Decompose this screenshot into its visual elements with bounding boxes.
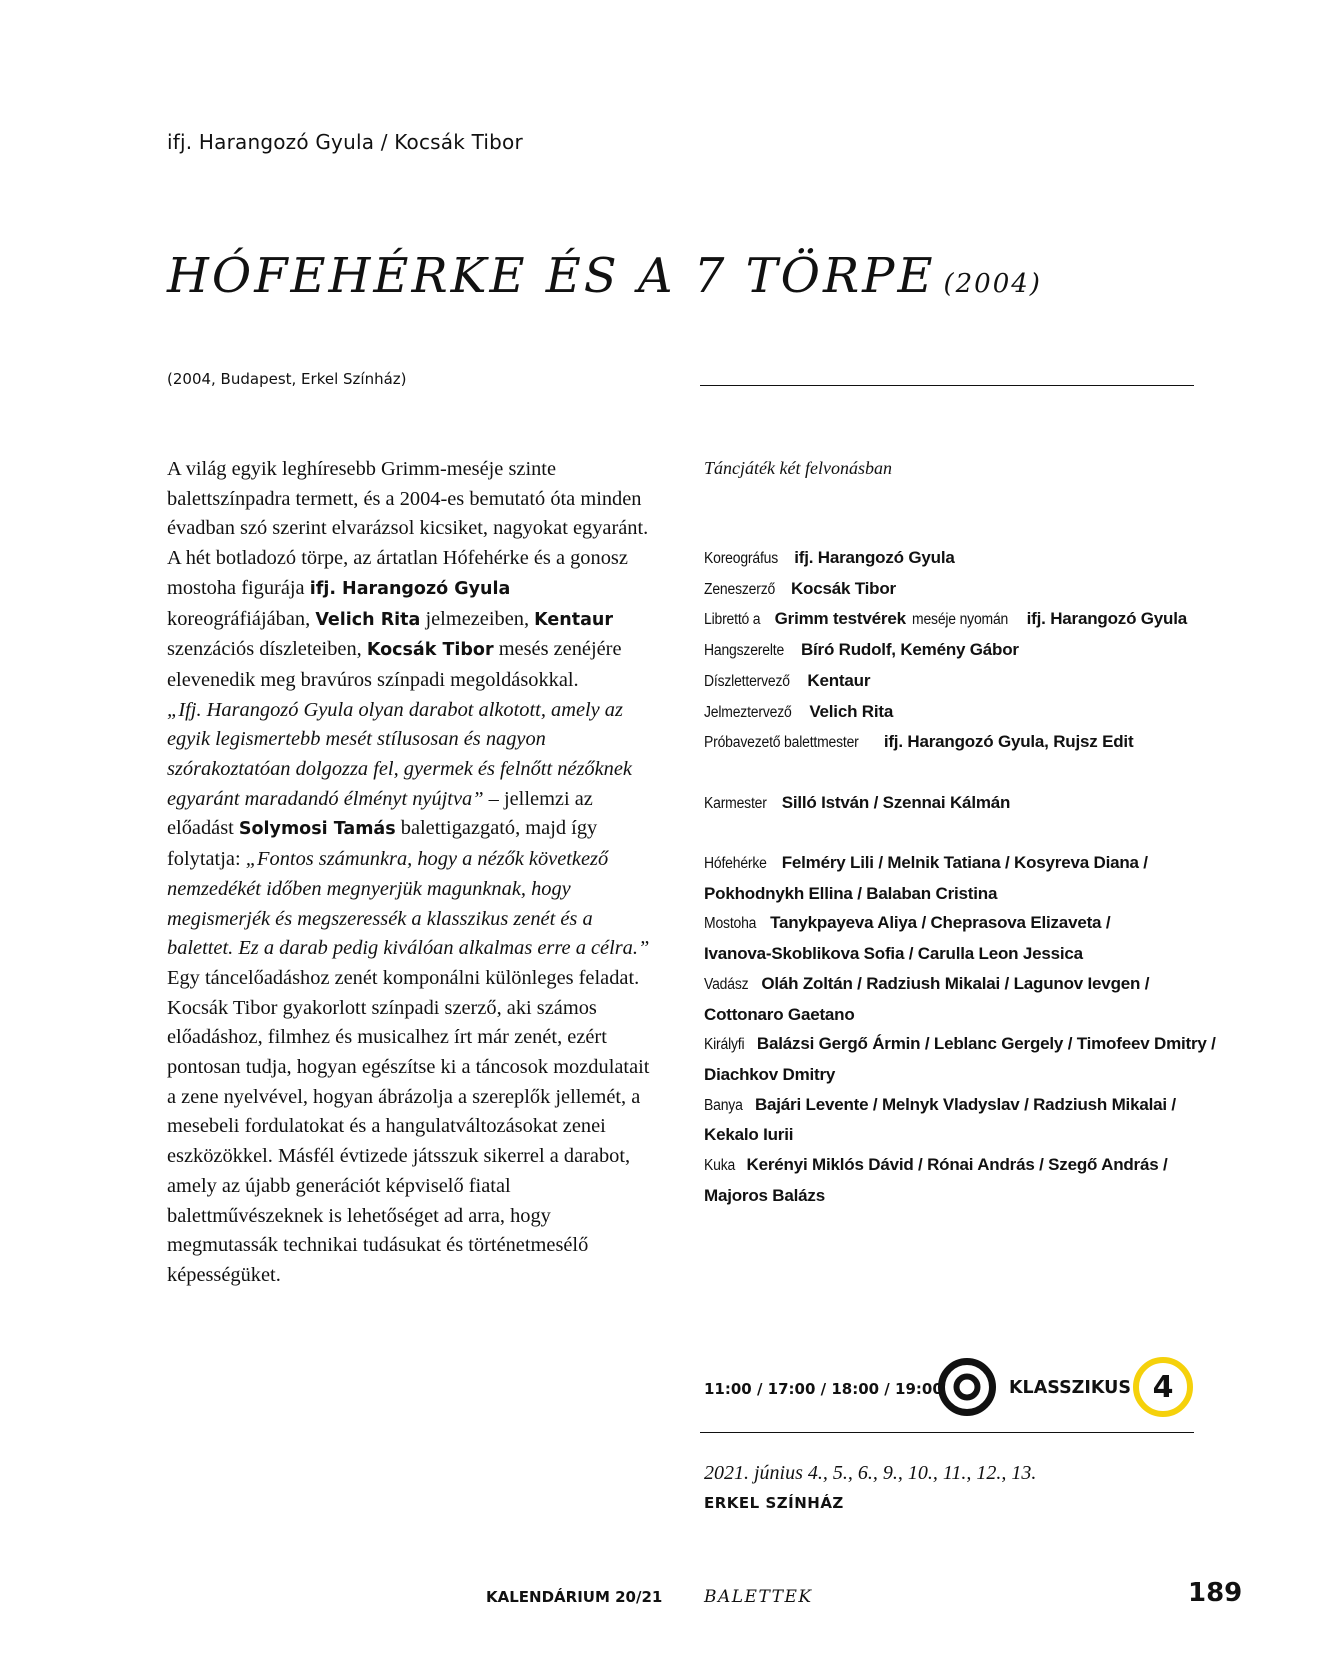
cast-row — [704, 848, 1224, 879]
name-composer: Kocsák Tibor — [366, 640, 494, 661]
cast-row-cont — [704, 1120, 1224, 1150]
cast-role: Királyfi — [704, 1036, 745, 1054]
cast-row-cont — [704, 1000, 1224, 1030]
cast-row-cont — [704, 939, 1224, 969]
credit-role: Díszlettervező — [704, 672, 790, 690]
cast-names: Majoros Balázs — [704, 1185, 825, 1205]
credit-row — [704, 666, 1224, 697]
cast-names: Pokhodnykh Ellina / Balaban Cristina — [704, 883, 998, 903]
premiere-info: (2004, Budapest, Erkel Színház) — [167, 370, 407, 388]
genre-label: Táncjáték két felvonásban — [704, 458, 892, 478]
cast-names: Balázsi Gergő Ármin / Leblanc Gergely / Timofeev Dmitry / — [756, 1034, 1216, 1054]
credit-source: Grimm testvérek — [774, 609, 906, 629]
credits-list — [704, 543, 1224, 1210]
venue-name: ERKEL SZÍNHÁZ — [704, 1494, 844, 1512]
quote-two: „Fontos számunkra, hogy a nézők következő nemzedékét időben megnyerjük magunknak, hogy megismerjék és megszeressék a klasszikus zenét és a balettet. Ez a darab pedig kiválóan alkalmas erre a célra.” — [167, 848, 650, 960]
credit-row — [704, 543, 1224, 574]
cast-role: Vadász — [704, 975, 749, 993]
cast-names: Felméry Lili / Melnik Tatiana / Kosyreva Diana / — [781, 853, 1148, 872]
cast-role: Banya — [704, 1096, 743, 1114]
cast-role: Mostoha — [704, 915, 757, 933]
name-choreographer: ifj. Harangozó Gyula — [309, 578, 511, 599]
credit-role: Zeneszerző — [704, 580, 776, 598]
credit-name: ifj. Harangozó Gyula — [1026, 609, 1188, 629]
credit-name: Silló István / Szennai Kálmán — [781, 792, 1011, 812]
paragraph-intro — [167, 455, 655, 696]
credit-row — [704, 727, 1224, 758]
cast-names: Ivanova-Skoblikova Sofia / Carulla Leon Jessica — [704, 944, 1083, 964]
credit-name: Kentaur — [807, 670, 871, 690]
cast-names: Kerényi Miklós Dávid / Rónai András / Szegő András / — [746, 1155, 1168, 1175]
category-label: KLASSZIKUS — [1009, 1378, 1131, 1398]
badge-number: 4 — [1152, 1370, 1174, 1405]
credit-name: Kocsák Tibor — [790, 578, 896, 598]
cast-row — [704, 1029, 1224, 1060]
authors-line: ifj. Harangozó Gyula / Kocsák Tibor — [167, 130, 523, 154]
quote-one: „Ifj. Harangozó Gyula olyan darabot alkotott, amely az egyik legismertebb mesét stílusosan és nagyon szórakoztatóan dolgozza fel, gyermek és felnőtt nézőknek egyaránt maradandó élményt nyújtva” — [167, 698, 632, 810]
credit-name: ifj. Harangozó Gyula, Rujsz Edit — [883, 732, 1134, 752]
credit-role: Karmester — [704, 794, 767, 812]
text-run: A világ egyik leghíresebb Grimm-meséje szinte balettszínpadra termett, és a 2004-es bemutató óta minden évadban szó szerint elvarázsol kicsiket, nagyokat egyaránt. A hét botladozó törpe, az ártatlan Hófehérke és a gonosz mostoha figurája — [167, 458, 649, 599]
footer-publication: KALENDÁRIUM 20/21 — [486, 1588, 663, 1606]
page-title — [167, 248, 1042, 304]
cast-row-cont — [704, 879, 1224, 909]
title-year: (2004) — [943, 269, 1042, 299]
footer-section: BALETTEK — [704, 1587, 813, 1607]
name-director: Solymosi Tamás — [238, 819, 396, 840]
credit-row — [704, 604, 1224, 635]
cast-row-cont — [704, 1181, 1224, 1211]
cast-row — [704, 908, 1224, 939]
credit-role: Jelmeztervező — [704, 703, 792, 721]
performance-dates: 2021. június 4., 5., 6., 9., 10., 11., 12., 13. — [704, 1462, 1037, 1484]
text-run: balettigazgató, majd így folytatja: — [167, 817, 598, 871]
cast-role: Hófehérke — [704, 855, 767, 872]
cast-names: Oláh Zoltán / Radziush Mikalai / Lagunov Ievgen / — [761, 973, 1150, 993]
target-icon — [937, 1357, 997, 1417]
text-run: szenzációs díszleteiben, — [167, 638, 367, 661]
credit-name: ifj. Harangozó Gyula — [794, 548, 955, 567]
text-run: mesés zenéjére elevenedik meg bravúros színpadi megoldásokkal. — [167, 638, 622, 691]
show-times: 11:00 / 17:00 / 18:00 / 19:00 — [704, 1380, 943, 1398]
cast-row-cont — [704, 1060, 1224, 1090]
divider-top — [700, 385, 1194, 386]
text-run: jelmezeiben, — [420, 607, 535, 630]
credit-role: Hangszerelte — [704, 642, 785, 660]
name-costume-designer: Velich Rita — [315, 609, 421, 630]
cast-names: Diachkov Dmitry — [704, 1064, 836, 1084]
page-number: 189 — [1188, 1578, 1243, 1608]
paragraph-quote — [167, 696, 655, 964]
credit-role: Koreográfus — [704, 550, 779, 567]
credit-role: meséje nyomán — [911, 611, 1008, 629]
title-text: HÓFEHÉRKE ÉS A 7 TÖRPE — [167, 248, 936, 304]
cast-row — [704, 1090, 1224, 1121]
divider-bottom — [700, 1432, 1194, 1433]
spacer — [704, 758, 1224, 788]
credit-row — [704, 635, 1224, 666]
credit-name: Velich Rita — [809, 701, 894, 721]
cast-names: Tanykpayeva Aliya / Cheprasova Elizaveta / — [770, 913, 1111, 933]
cast-names: Bajári Levente / Melnyk Vladyslav / Radziush Mikalai / — [754, 1094, 1176, 1114]
name-set-designer: Kentaur — [534, 609, 614, 630]
text-run: koreográfiájában, — [167, 607, 316, 630]
credit-row — [704, 788, 1224, 819]
paragraph-music: Egy táncelőadáshoz zenét komponálni különleges feladat. Kocsák Tibor gyakorlott színpadi szerző, aki számos előadáshoz, filmhez és musicalhez írt már zenét, ezért pontosan tudja, hogyan egészítse ki a táncosok mozdulatait a zene nyelvével, hogyan ábrázolja a szereplők jellemét, a mesebeli fordulatokat és a hangulatváltozásokat zenei eszközökkel. Másfél évtizede játsszuk sikerrel a darabot, amely az újabb generációt képviselő fiatal balettművészeknek is lehetőséget ad arra, hogy megmutassák technikai tudásukat és történetmesélő képességüket. — [167, 966, 650, 1286]
cast-role: Kuka — [704, 1157, 736, 1175]
credit-role: Próbavezető balettmester — [704, 734, 859, 752]
cast-row — [704, 969, 1224, 1000]
cast-names: Kekalo Iurii — [704, 1125, 794, 1145]
article-body — [167, 455, 655, 1291]
credit-row — [704, 697, 1224, 728]
credit-role: Librettó a — [704, 611, 761, 629]
cast-row — [704, 1150, 1224, 1181]
credit-row — [704, 574, 1224, 605]
series-number-badge — [1132, 1356, 1194, 1418]
cast-names: Cottonaro Gaetano — [704, 1004, 855, 1024]
text-run: – jellemzi az előadást — [167, 787, 593, 840]
spacer — [704, 818, 1224, 848]
credit-name: Bíró Rudolf, Kemény Gábor — [800, 640, 1019, 660]
